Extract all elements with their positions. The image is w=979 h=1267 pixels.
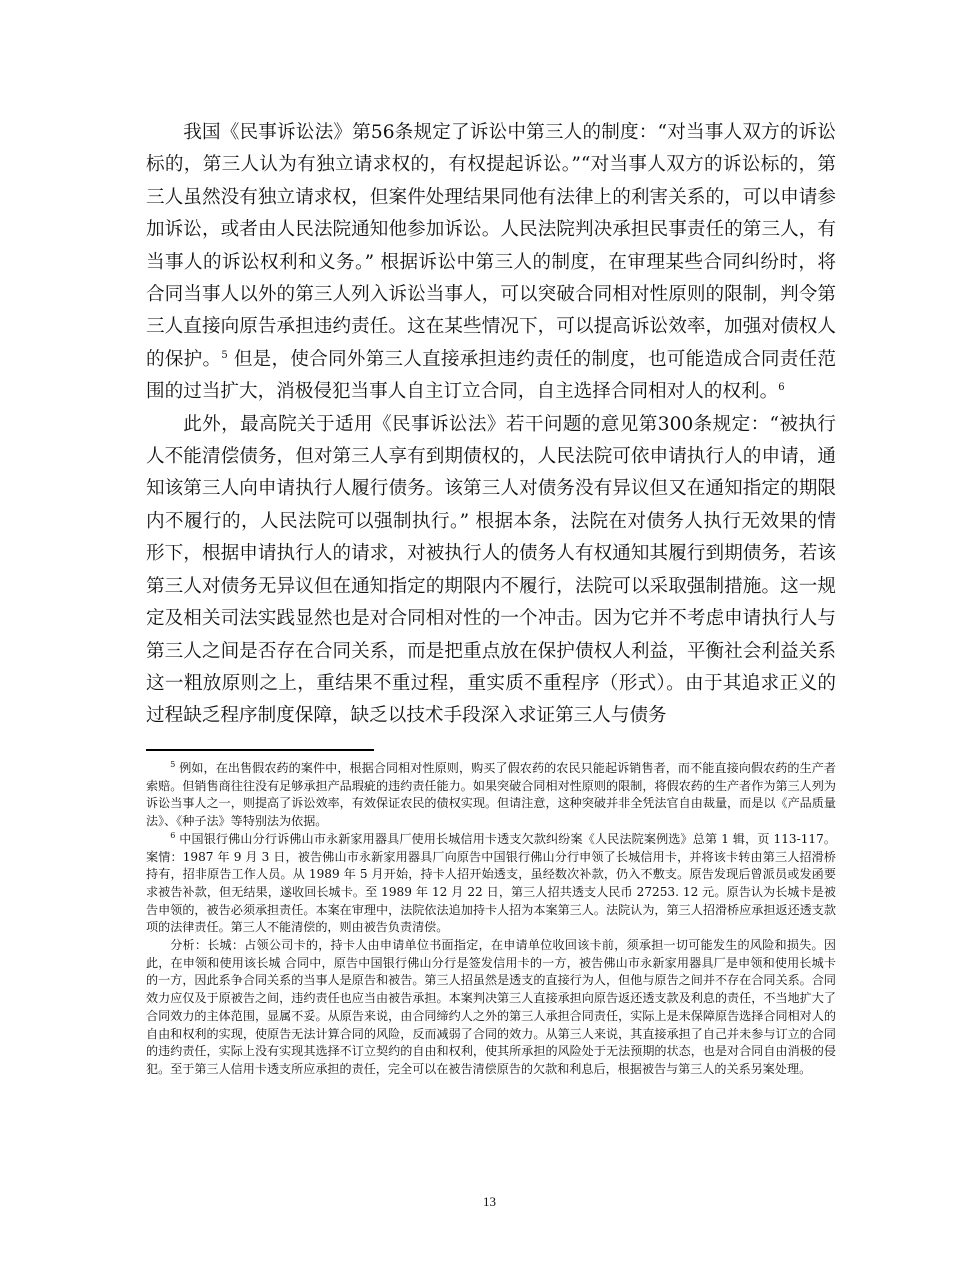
paragraph-2-text: 此外，最高院关于适用《民事诉讼法》若干问题的意见第300条规定：“被执行人不能清偿债务，但对第三人享有到期债权的，人民法院可依申请执行人的申请，通知该第三人向申请执行人履行债务。该第三人对债务没有异议但又在通知指定的期限内不履行的，人民法院可以强制执行。” 根据本条，法院在对债务人执行无效果的情形下，根据申请执行人的请求，对被执行人的债务人有权通知其履行到期债务，若该第三人对债务无异议但在通知指定的期限内不履行，法院可以采取强制措施。这一规定及相关司法实践显然也是对合同相对性的一个冲击。因为它并不考虑申请执行人与第三人之间是否存在合同关系，而是把重点放在保护债权人利益，平衡社会利益关系这一粗放原则之上，重结果不重过程，重实质不重程序（形式）。由于其追求正义的过程缺乏程序制度保障，缺乏以技术手段深入求证第三人与债务 (146, 413, 836, 727)
footnote-6-analysis-text: 分析：长城：占领公司卡的，持卡人由申请单位书面指定，在申请单位收回该卡前，须承担一切可能发生的风险和损失。因此，在申领和使用该长城 合同中，原告中国银行佛山分行是签发信用卡的一方，被告佛山市永新家用器具厂是申领和使用长城卡的一方，因此系争合同关系的当事人是原告和被告。第三人招虽然是透支的直接行为人，但他与原告之间并不存在合同关系。合同效力应仅及于原被告之间，违约责任也应当由被告承担。本案判决第三人直接承担向原告返还透支款及利息的责任，不当地扩大了合同效力的主体范围，显属不妥。从原告来说，由合同缔约人之外的第三人承担合同责任，实际上是未保障原告选择合同相对人的自由和权利的实现，使原告无法计算合同的风险，反而减弱了合同的效力。从第三人来说，其直接承担了自己并未参与订立的合同的违约责任，实际上没有实现其选择不订立契约的自由和权利，使其所承担的风险处于无法预期的状态，也是对合同自由消极的侵犯。至于第三人信用卡透支所应承担的责任，完全可以在被告清偿原告的欠款和利息后，根据被告与第三人的关系另案处理。 (146, 938, 836, 1076)
body-text (146, 117, 836, 733)
paragraph-1-text-a: 我国《民事诉讼法》第56条规定了诉讼中第三人的制度：“对当事人双方的诉讼标的，第三人认为有独立请求权的，有权提起诉讼。”“对当事人双方的诉讼标的，第三人虽然没有独立请求权，但案件处理结果同他有法律上的利害关系的，可以申请参加诉讼，或者由人民法院通知他参加诉讼。人民法院判决承担民事责任的第三人，有当事人的诉讼权利和义务。” 根据诉讼中第三人的制度，在审理某些合同纠纷时，将合同当事人以外的第三人列入诉讼当事人，可以突破合同相对性原则的限制，判令第三人直接向原告承担违约责任。这在某些情况下，可以提高诉讼效率，加强对债权人的保护。 (146, 122, 836, 370)
footnote-6-marker: 6 (170, 830, 176, 840)
footnote-5 (146, 760, 836, 831)
footnotes (146, 760, 836, 1079)
page-number: 13 (483, 1194, 496, 1209)
footnote-ref-5: 5 (221, 349, 228, 361)
footnote-6-analysis (146, 937, 836, 1079)
footnote-5-marker: 5 (170, 759, 176, 769)
body-paragraph-1 (146, 117, 836, 409)
footnote-6 (146, 831, 836, 937)
paragraph-1-text-b: 但是，使合同外第三人直接承担违约责任的制度，也可能造成合同责任范围的过当扩大，消极侵犯当事人自主订立合同，自主选择合同相对人的权利。 (146, 348, 836, 403)
body-paragraph-2 (146, 409, 836, 733)
footnote-separator (146, 749, 374, 751)
footnote-ref-6: 6 (778, 382, 785, 394)
footnote-6-text: 中国银行佛山分行诉佛山市永新家用器具厂使用长城信用卡透支欠款纠纷案《人民法院案例选》总第 1 辑，页 113-117。 案情：1987 年 9 月 3 日，被告佛山市永新家用器具厂向原告中国银行佛山分行申领了长城信用卡，并将该卡转由第三人招滑桥持有，招非原告工作人员。从 1989 年 5 月开始，持卡人招开始透支，虽经数次补款，仍入不敷支。原告发现后曾派员或发函要求被告补款，但无结果，遂收回长城卡。至 1989 年 12 月 22 日，第三人招共透支人民币 27253. 12 元。原告认为长城卡是被告申领的，被告必须承担责任。本案在审理中，法院依法追加持卡人招为本案第三人。法院认为，第三人招滑桥应承担返还透支款项的法律责任。第三人不能清偿的，则由被告负责清偿。 (146, 831, 836, 935)
footnote-5-text: 例如，在出售假农药的案件中，根据合同相对性原则，购买了假农药的农民只能起诉销售者，而不能直接向假农药的生产者索赔。但销售商往往没有足够承担产品瑕疵的违约责任能力。如果突破合同相对性原则的限制，将假农药的生产者作为第三人列为诉讼当事人之一，则提高了诉讼效率，有效保证农民的债权实现。但请注意，这种突破并非全凭法官自由裁量，而是以《产品质量法》、《种子法》等特别法为依据。 (146, 761, 836, 829)
